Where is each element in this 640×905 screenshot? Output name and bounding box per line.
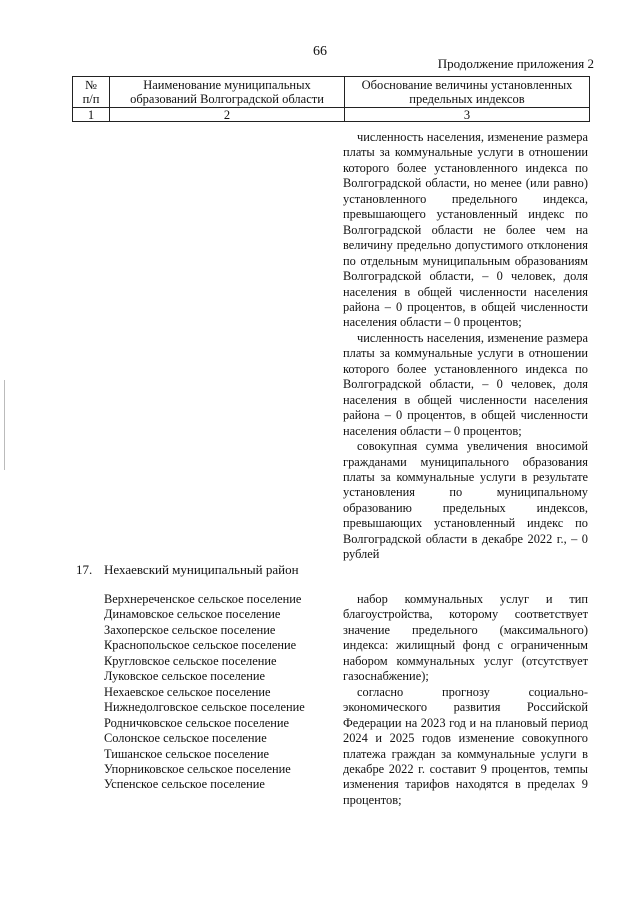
- settlement-item: Упорниковское сельское поселение: [104, 761, 291, 776]
- settlement-item: Нехаевское сельское поселение: [104, 684, 271, 699]
- settlement-item: Верхнереченское сельское поселение: [104, 592, 302, 606]
- continuation-label: Продолжение приложения 2: [437, 56, 594, 71]
- settlement-item: Луковское сельское поселение: [104, 669, 266, 684]
- scan-margin-mark: [4, 380, 5, 470]
- justification-paragraph: набор коммунальных услуг и тип благоустройства, которому соответствует значение предельного (максимального) индекса: жилищный фонд с ограниченным набором коммунальных услуг (отсутствует газоснабжение);: [343, 592, 588, 684]
- settlement-item: Нижнедолговское сельское поселение: [104, 700, 305, 715]
- header-table: [72, 76, 590, 122]
- row-number: 17.: [76, 562, 93, 577]
- justification-block-district-17: [343, 592, 588, 808]
- settlement-item: Родничковское сельское поселение: [104, 715, 289, 730]
- header-justification-line: предельных индексов: [409, 92, 525, 106]
- justification-block-previous: [343, 130, 588, 563]
- justification-paragraph: численность населения, изменение размера платы за коммунальные услуги в отношении которого более установленного индекса по Волгоградской области, но менее (или равно) установленного предельного индекса, превышающего установленный индекс по Волгоградской области не более чем на величину предельно допустимого отклонения по отдельным муниципальным образованиям Волгоградской области, – 0 человек, доля населения в общей численности населения района – 0 процентов, в общей численности населения области – 0 процентов;: [343, 130, 588, 330]
- settlement-item: Тишанское сельское поселение: [104, 746, 269, 761]
- column-number-row: [73, 108, 590, 122]
- header-justification-line: Обоснование величины установленных: [361, 78, 573, 92]
- settlement-list: [104, 592, 305, 793]
- settlement-item: Кругловское сельское поселение: [104, 653, 277, 668]
- header-municipality-line: образований Волгоградской области: [130, 92, 324, 106]
- settlement-item: Захоперское сельское поселение: [104, 622, 276, 637]
- column-number: 2: [110, 108, 345, 122]
- header-municipality-line: Наименование муниципальных: [143, 78, 311, 92]
- district-name: Нехаевский муниципальный район: [104, 562, 299, 577]
- header-number-line: п/п: [82, 92, 100, 106]
- column-number: 3: [345, 108, 590, 122]
- settlement-item: Солонское сельское поселение: [104, 731, 267, 746]
- justification-paragraph: согласно прогнозу социально-экономического развития Российской Федерации на 2023 год и на плановый период 2024 и 2025 годов изменение совокупного платежа граждан за коммунальные услуги в декабре 2022 г. составит 9 процентов, темпы изменения тарифов находятся в пределах 9 процентов;: [343, 684, 588, 807]
- settlement-item: Успенское сельское поселение: [104, 777, 265, 792]
- page-number: 66: [313, 44, 327, 59]
- header-cell-municipality: [110, 77, 345, 108]
- column-number: 1: [73, 108, 110, 122]
- settlement-item: Краснопольское сельское поселение: [104, 638, 297, 653]
- header-cell-justification: [345, 77, 590, 108]
- justification-paragraph: численность населения, изменение размера платы за коммунальные услуги в отношении которого более установленного индекса по Волгоградской области, – 0 человек, доля населения в общей численности населения района – 0 процентов, в общей численности населения области – 0 процентов;: [343, 330, 588, 438]
- justification-paragraph: совокупная сумма увеличения вносимой гражданами муниципального образования платы за коммунальные услуги в результате установления по муниципальному образованию предельных индексов, превышающих установленный индекс по Волгоградской области в декабре 2022 г., – 0 рублей: [343, 439, 588, 562]
- header-row: [73, 77, 590, 108]
- header-number-line: №: [85, 78, 97, 92]
- header-cell-number: [73, 77, 110, 108]
- settlement-item: Динамовское сельское поселение: [104, 607, 281, 622]
